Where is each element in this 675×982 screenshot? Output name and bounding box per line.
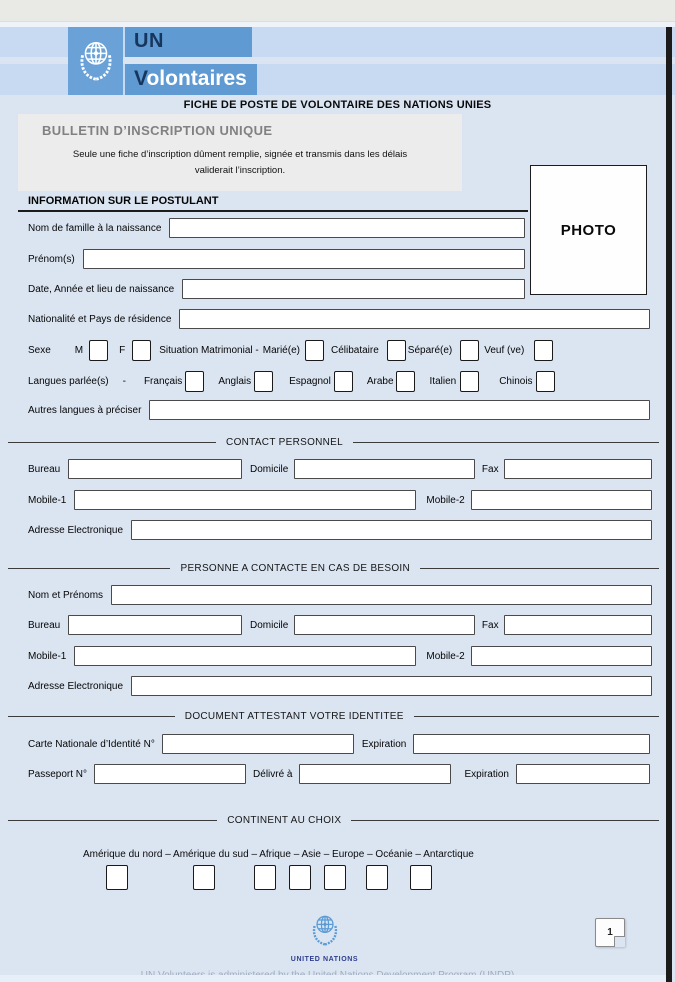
lang-anglais-label: Anglais <box>218 376 252 387</box>
emergency-mobile2-input[interactable] <box>471 646 652 666</box>
section-divider-continent <box>8 813 659 828</box>
contact-mobile1-input[interactable] <box>74 490 416 510</box>
logo-v-initial: V <box>134 67 147 90</box>
emergency-fax-label: Fax <box>481 619 499 631</box>
lang-francais-label: Français <box>143 376 183 387</box>
id-card-label: Carte Nationale d’Identité N° <box>28 738 155 750</box>
marital-single-checkbox[interactable] <box>387 340 406 361</box>
document-right-edge <box>666 27 672 982</box>
passport-expiration-label: Expiration <box>464 768 509 780</box>
issued-label: Délivré à <box>253 768 293 780</box>
marital-widowed-label: Veuf (ve) <box>484 345 525 356</box>
notice-heading: BULLETIN D’INSCRIPTION UNIQUE <box>42 123 273 138</box>
contact-bureau-label: Bureau <box>28 463 61 475</box>
photo-label: PHOTO <box>560 221 617 239</box>
emergency-mobile1-label: Mobile-1 <box>28 650 67 662</box>
document-bottom-strip <box>0 975 666 982</box>
first-name-input[interactable] <box>83 249 525 269</box>
united-nations-caption: UNITED NATIONS <box>290 956 359 963</box>
lang-chinois-label: Chinois <box>499 376 533 387</box>
passport-issued-input[interactable] <box>299 764 451 784</box>
emergency-email-label: Adresse Electronique <box>28 680 124 692</box>
passport-label: Passeport N° <box>28 768 88 780</box>
other-languages-input[interactable] <box>149 400 650 420</box>
first-name-label: Prénom(s) <box>28 253 75 265</box>
notice-line1: Seule une fiche d’inscription dûment remplie, signée et transmis dans les délais <box>72 149 408 160</box>
notice-line2: validerait l’inscription. <box>194 164 286 176</box>
section-title-emergency: PERSONNE A CONTACTE EN CAS DE BESOIN <box>180 563 411 574</box>
contact-bureau-input[interactable] <box>68 459 242 479</box>
passport-expiration-input[interactable] <box>516 764 650 784</box>
marital-separated-label: Séparé(e) <box>407 345 453 356</box>
last-name-label: Nom de famille à la naissance <box>28 222 162 234</box>
sex-label: Sexe <box>28 345 51 356</box>
emergency-domicile-input[interactable] <box>294 615 475 635</box>
languages-label: Langues parlée(s) <box>28 376 109 387</box>
lang-arabe-checkbox[interactable] <box>396 371 415 392</box>
continent-checkbox-asie[interactable] <box>289 865 311 890</box>
emergency-fax-input[interactable] <box>504 615 652 635</box>
section-title-identity: DOCUMENT ATTESTANT VOTRE IDENTITEE <box>184 711 404 722</box>
document-title: FICHE DE POSTE DE VOLONTAIRE DES NATIONS UNIES <box>183 99 492 111</box>
logo-volontaires-wordmark <box>125 64 257 95</box>
passport-number-input[interactable] <box>94 764 246 784</box>
emergency-email-input[interactable] <box>131 676 652 696</box>
marital-label: Situation Matrimonial - <box>159 345 259 356</box>
section-title-continent: CONTINENT AU CHOIX <box>227 815 342 826</box>
page-number: 1 <box>607 927 613 938</box>
marital-married-checkbox[interactable] <box>305 340 324 361</box>
emergency-mobile2-label: Mobile-2 <box>426 650 465 662</box>
lang-francais-checkbox[interactable] <box>185 371 204 392</box>
continent-checkbox-antarctique[interactable] <box>410 865 432 890</box>
footer <box>0 910 675 963</box>
id-card-number-input[interactable] <box>162 734 354 754</box>
sex-f-label: F <box>119 345 126 356</box>
lang-espagnol-label: Espagnol <box>289 376 331 387</box>
un-emblem-icon <box>68 27 123 95</box>
languages-dash: - <box>122 376 126 387</box>
continent-checkbox-row <box>0 865 675 891</box>
contact-fax-label: Fax <box>481 463 499 475</box>
lang-espagnol-checkbox[interactable] <box>334 371 353 392</box>
birth-label: Date, Année et lieu de naissance <box>28 283 175 295</box>
contact-domicile-label: Domicile <box>250 463 289 475</box>
other-languages-label: Autres langues à préciser <box>28 404 142 416</box>
contact-email-label: Adresse Electronique <box>28 524 124 536</box>
contact-mobile2-label: Mobile-2 <box>426 494 465 506</box>
id-expiration-label: Expiration <box>361 738 407 750</box>
marital-single-label: Célibataire <box>330 345 379 356</box>
contact-fax-input[interactable] <box>504 459 652 479</box>
section-title-applicant: INFORMATION SUR LE POSTULANT <box>18 195 528 212</box>
emergency-domicile-label: Domicile <box>250 619 289 631</box>
birth-date-input[interactable] <box>182 279 525 299</box>
unv-logo-header <box>0 27 675 95</box>
continent-checkbox-amerique-du-nord[interactable] <box>106 865 128 890</box>
emergency-bureau-input[interactable] <box>68 615 242 635</box>
contact-email-input[interactable] <box>131 520 652 540</box>
section-title-contact: CONTACT PERSONNEL <box>226 437 344 448</box>
section-divider-emergency <box>8 561 659 576</box>
id-card-expiration-input[interactable] <box>413 734 650 754</box>
marital-married-label: Marié(e) <box>262 345 300 356</box>
continent-checkbox-amerique-du-sud[interactable] <box>193 865 215 890</box>
un-emblem-footer-icon <box>0 910 649 955</box>
lang-chinois-checkbox[interactable] <box>536 371 555 392</box>
residence-input[interactable] <box>179 309 650 329</box>
contact-mobile2-input[interactable] <box>471 490 652 510</box>
continent-checkbox-oceanie[interactable] <box>366 865 388 890</box>
continent-checkbox-europe[interactable] <box>324 865 346 890</box>
section-divider-identity <box>8 709 659 724</box>
lang-anglais-checkbox[interactable] <box>254 371 273 392</box>
lang-italien-label: Italien <box>429 376 457 387</box>
browser-top-bar <box>0 0 675 22</box>
notice-body <box>18 147 462 178</box>
continent-checkbox-afrique[interactable] <box>254 865 276 890</box>
logo-v-rest: olontaires <box>146 67 247 90</box>
section-divider-contact <box>8 435 659 450</box>
marital-widowed-checkbox[interactable] <box>534 340 553 361</box>
registration-notice-box <box>18 114 462 191</box>
last-name-input[interactable] <box>169 218 525 238</box>
logo-un-wordmark: UN <box>125 27 252 57</box>
sex-f-checkbox[interactable] <box>132 340 151 361</box>
contact-domicile-input[interactable] <box>294 459 475 479</box>
emergency-name-label: Nom et Prénoms <box>28 589 104 601</box>
contact-mobile1-label: Mobile-1 <box>28 494 67 506</box>
sex-m-label: M <box>74 345 84 356</box>
emergency-name-input[interactable] <box>111 585 652 605</box>
emergency-mobile1-input[interactable] <box>74 646 416 666</box>
photo-box <box>530 165 647 295</box>
page-number-badge <box>595 918 625 947</box>
continent-options-line: Amérique du nord – Amérique du sud – Afrique – Asie – Europe – Océanie – Antarctique <box>83 849 474 860</box>
lang-italien-checkbox[interactable] <box>460 371 479 392</box>
sex-m-checkbox[interactable] <box>89 340 108 361</box>
residence-label: Nationalité et Pays de résidence <box>28 313 172 325</box>
lang-arabe-label: Arabe <box>366 376 394 387</box>
marital-separated-checkbox[interactable] <box>460 340 479 361</box>
emergency-bureau-label: Bureau <box>28 619 61 631</box>
